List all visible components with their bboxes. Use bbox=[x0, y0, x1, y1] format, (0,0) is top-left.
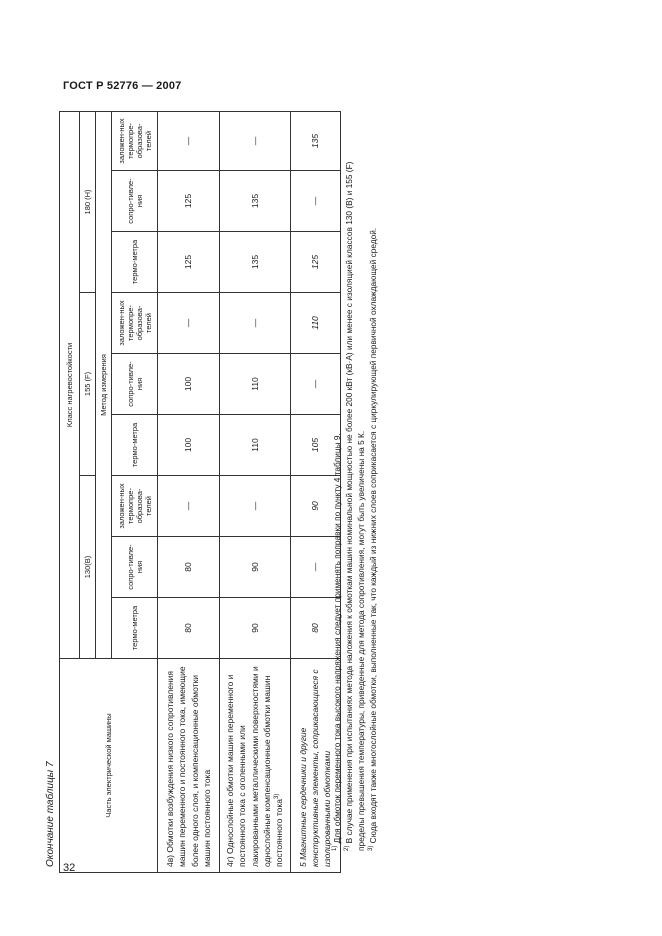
table-cell: 125 bbox=[158, 171, 220, 232]
row-label: 4в) Обмотки возбуждения низкого сопротивления машин переменного и постоянного тока, имеющие более одного слоя, и компенсационные обмотки машин постоянного тока bbox=[158, 659, 220, 873]
table-caption: Окончание таблицы 7 bbox=[45, 761, 56, 867]
table-cell: 135 bbox=[220, 171, 291, 232]
method-thermometer: термо-метра bbox=[112, 232, 158, 293]
row-label-text: 4г) Однослойные обмотки машин переменного и постоянного тока с оголенными или лакированными металлическими поверхностями и однослойные компенсационные обмотки машин постоянного тока bbox=[225, 666, 285, 867]
footnote-ref: 3) bbox=[274, 793, 281, 800]
table-cell: 80 bbox=[158, 537, 220, 598]
document-header: ГОСТ Р 52776 — 2007 bbox=[63, 80, 182, 92]
header-class-155: 155 (F) bbox=[80, 293, 96, 476]
header-insulation-class: Класс нагревостойкости bbox=[60, 111, 80, 658]
method-embedded: заложен-ных термопре-образова-телей bbox=[112, 111, 158, 170]
footnote bbox=[343, 127, 367, 867]
page-number: 32 bbox=[63, 862, 76, 874]
rotated-table-page bbox=[45, 112, 475, 873]
method-resistance: сопро-тивле-ния bbox=[112, 537, 158, 598]
header-machine-part: Часть электрической машины bbox=[60, 659, 158, 873]
header-class-130: 130(В) bbox=[80, 476, 96, 659]
table-cell: 100 bbox=[158, 354, 220, 415]
table-row bbox=[158, 111, 220, 872]
footnote-mark: 2) bbox=[344, 845, 351, 851]
table-cell: 110 bbox=[290, 293, 340, 354]
row-label bbox=[220, 659, 291, 873]
table-cell: 90 bbox=[290, 476, 340, 537]
footnote bbox=[331, 127, 343, 867]
method-embedded: заложен-ных термопре-образова-телей bbox=[112, 476, 158, 537]
table-cell: — bbox=[220, 293, 291, 354]
method-thermometer: термо-метра bbox=[112, 598, 158, 659]
footnote-text: Для обмоток переменного тока высокого напряжения следует применять поправки по пункту 4 таблицы 9. bbox=[332, 433, 342, 844]
table-cell: 110 bbox=[220, 415, 291, 476]
table-cell: 100 bbox=[158, 415, 220, 476]
footnotes bbox=[331, 127, 379, 867]
table-cell: — bbox=[220, 111, 291, 170]
table-cell: 135 bbox=[290, 111, 340, 170]
table-cell: 80 bbox=[290, 598, 340, 659]
table-cell: 125 bbox=[290, 232, 340, 293]
footnote-text: В случае применения при испытаниях метода наложения к обмоткам машин номинальной мощностью не более 200 кВт (кВ·А) или менее с изоляцией классов 130 (B) и 155 (F) пределы превышения температуры, приведенные для метода сопротивления, могут быть увеличены на 5 К. bbox=[344, 161, 367, 851]
table-cell: — bbox=[158, 293, 220, 354]
method-embedded: заложен-ных термопре-образова-телей bbox=[112, 293, 158, 354]
table-row bbox=[220, 111, 291, 872]
header-class-180: 180 (Н) bbox=[80, 111, 96, 292]
footnote-mark: 3) bbox=[368, 845, 375, 851]
table-cell: 125 bbox=[158, 232, 220, 293]
table-cell: 90 bbox=[220, 598, 291, 659]
footnote-text: Сюда входят также многослойные обмотки, выполненные так, что каждый из нижних слоев соприкасается с циркулирующей первичной охлаждающей средой. bbox=[368, 227, 379, 844]
method-resistance: сопро-тивле-ния bbox=[112, 171, 158, 232]
method-resistance: сопро-тивле-ния bbox=[112, 354, 158, 415]
footnote-mark: 1) bbox=[332, 845, 339, 851]
table-cell: 110 bbox=[220, 354, 291, 415]
table-cell: 135 bbox=[220, 232, 291, 293]
table-cell: — bbox=[158, 111, 220, 170]
table-cell: — bbox=[290, 537, 340, 598]
method-thermometer: термо-метра bbox=[112, 415, 158, 476]
table-cell: — bbox=[158, 476, 220, 537]
row-label: 5 Магнитные сердечники и другие конструктивные элементы, соприкасающиеся с изолированными обмотками bbox=[290, 659, 340, 873]
table-cell: — bbox=[290, 354, 340, 415]
footnote bbox=[367, 127, 379, 867]
table-cell: 80 bbox=[158, 598, 220, 659]
header-method: Метод измерения bbox=[96, 111, 112, 658]
table-cell: — bbox=[290, 171, 340, 232]
table-cell: 90 bbox=[220, 537, 291, 598]
temperature-rise-table bbox=[59, 111, 341, 873]
table-cell: 105 bbox=[290, 415, 340, 476]
table-cell: — bbox=[220, 476, 291, 537]
